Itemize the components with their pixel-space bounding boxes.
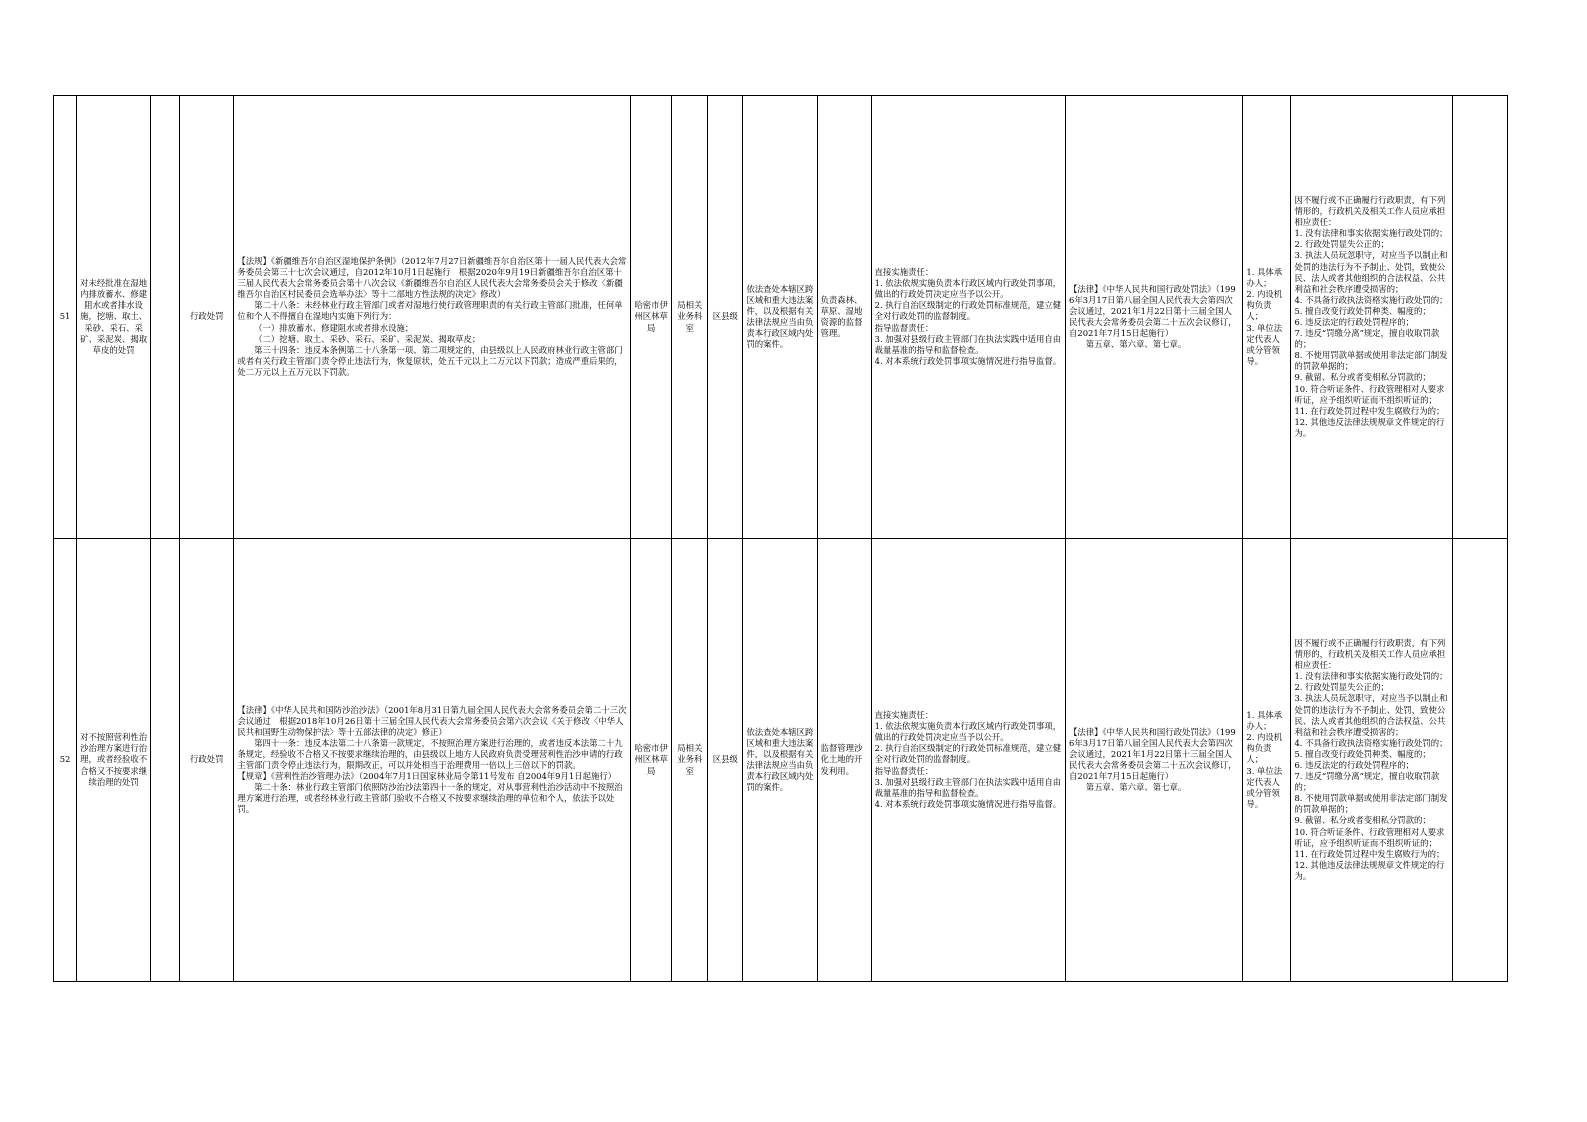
accountability-items xyxy=(1291,539,1452,982)
basis-para: 第二十条：林业行政主管部门依照防沙治沙法第四十一条的规定，对从事营利性治沙活动中不按照治理方案进行治理，或者经林业行政主管部门验收不合格又不按要求继续治理的单位和个人，依法予以处罚。 xyxy=(237,782,623,815)
accountability-item: 5. 擅自改变行政处罚种类、幅度的； xyxy=(1294,305,1431,316)
legal-basis xyxy=(234,539,631,982)
responsibility-items xyxy=(871,96,1065,539)
responsibility-item: 指导监督责任： xyxy=(874,765,934,776)
row-number: 52 xyxy=(54,539,77,982)
responsibility-item: 2. 执行自治区级制定的行政处罚标准规范，建立健全对行政处罚的监督制度。 xyxy=(874,743,1062,765)
basis-para: 【规章】《营利性治沙管理办法》（2004年7月1日国家林业局令第11号发布 自2004年9月1日起施行） xyxy=(237,771,617,782)
accountability-item: 4. 不具备行政执法资格实施行政处罚的； xyxy=(1294,294,1448,305)
accountability-item: 因不履行或不正确履行行政职责，有下列情形的，行政机关及相关工作人员应承担相应责任： xyxy=(1294,194,1446,228)
accountability-item: 7. 违反“罚缴分离”规定，擅自收取罚款的； xyxy=(1294,328,1440,350)
accountability-item: 因不履行或不正确履行行政职责，有下列情形的，行政机关及相关工作人员应承担相应责任： xyxy=(1294,637,1446,671)
implementing-department: 哈密市伊州区林草局 xyxy=(631,539,672,982)
accountability-item: 8. 不使用罚款单据或使用非法定部门制发的罚款单据的； xyxy=(1294,350,1448,372)
responsibility-item: 3. 加强对县级行政主管部门在执法实践中适用自由裁量基准的指导和监督检查。 xyxy=(874,333,1062,355)
duty-description: 负责森林、草原、湿地资源的监督管理。 xyxy=(817,96,871,539)
responsible-subject xyxy=(1243,539,1291,982)
subject-item: 3. 单位法定代表人或分管领导。 xyxy=(1246,765,1283,809)
responsibility-item: 1. 依法依规实施负责本行政区域内行政处罚事项，做出的行政处罚决定应当予以公开。 xyxy=(874,278,1062,300)
remark-cell xyxy=(1452,96,1507,539)
accountability-item: 11. 在行政处罚过程中发生腐败行为的； xyxy=(1294,405,1445,416)
table-row xyxy=(54,96,1508,539)
accountability-item: 1. 没有法律和事实依据实施行政处罚的； xyxy=(1294,228,1448,239)
responsibility-item: 3. 加强对县级行政主管部门在执法实践中适用自由裁量基准的指导和监督检查。 xyxy=(874,776,1062,798)
table-row xyxy=(54,539,1508,982)
accountability-items xyxy=(1291,96,1452,539)
exercise-level: 区县级 xyxy=(708,539,743,982)
power-list-table xyxy=(53,95,1508,982)
basis-para: 第三十四条：违反本条例第二十八条第一项、第二项规定的，由县级以上人民政府林业行政主管部门或者有关行政主管部门责令停止违法行为，恢复原状，处五千元以上二万元以下罚款；造成严重后果的，处二万元以上五万元以下罚款。 xyxy=(237,344,623,377)
responsibility-basis xyxy=(1066,539,1243,982)
responsibility-item: 指导监督责任： xyxy=(874,322,934,333)
legal-basis xyxy=(234,96,631,539)
sub-item-cell xyxy=(151,539,180,982)
accountability-item: 3. 执法人员玩忽职守，对应当予以制止和处罚的违法行为不予制止、处罚，致使公民、法人或者其他组织的合法权益、公共利益和社会秩序遭受损害的； xyxy=(1294,250,1448,294)
subject-item: 3. 单位法定代表人或分管领导。 xyxy=(1246,322,1283,366)
responsibility-item: 2. 执行自治区级制定的行政处罚标准规范，建立健全对行政处罚的监督制度。 xyxy=(874,300,1062,322)
basis-para: 第二十八条：未经林业行政主管部门或者对湿地行使行政管理职责的有关行政主管部门批准，任何单位和个人不得擅自在湿地内实施下列行为： xyxy=(237,300,623,322)
subject-item: 1. 具体承办人； xyxy=(1246,267,1283,289)
remark-cell xyxy=(1452,539,1507,982)
power-type: 行政处罚 xyxy=(180,539,234,982)
power-type: 行政处罚 xyxy=(180,96,234,539)
accountability-item: 9. 截留、私分或者变相私分罚款的； xyxy=(1294,815,1431,826)
basis-para: （一）排放蓄水、修建阻水或者排水设施； xyxy=(254,322,414,333)
basis-para: 第四十一条：违反本法第二十八条第一款规定，不按照治理方案进行治理的，或者违反本法第二十九条规定，经验收不合格又不按要求继续治理的，由县级以上地方人民政府负责受理营利性治沙申请的行政主管部门责令停止违法行为，限期改正，可以并处相当于治理费用一倍以上三倍以下的罚款。 xyxy=(237,737,623,770)
resp-basis-para: 第五章、第六章、第七章。 xyxy=(1085,339,1187,350)
exercise-level: 区县级 xyxy=(708,96,743,539)
accountability-item: 1. 没有法律和事实依据实施行政处罚的； xyxy=(1294,671,1448,682)
responsibility-item: 直接实施责任： xyxy=(874,710,934,721)
sub-item-cell xyxy=(151,96,180,539)
subject-item: 2. 内设机构负责人； xyxy=(1246,732,1283,765)
accountability-item: 2. 行政处罚显失公正的； xyxy=(1294,239,1389,250)
row-number: 51 xyxy=(54,96,77,539)
resp-basis-para: 【法律】《中华人民共和国行政处罚法》（1996年3月17日第八届全国人民代表大会第四次会议通过，2021年1月22日第十三届全国人民代表大会常务委员会第二十五次会议修订，自2021年7月15日起施行） xyxy=(1069,283,1237,339)
resp-basis-para: 第五章、第六章、第七章。 xyxy=(1085,782,1187,793)
basis-para: 【法律】《中华人民共和国防沙治沙法》（2001年8月31日第九届全国人民代表大会常务委员会第二十三次会议通过 根据2018年10月26日第十三届全国人民代表大会常务委员会第六次会议《关于修改〈中华人民共和国野生动物保护法〉等十五部法律的决定》修正） xyxy=(237,704,627,737)
accountability-item: 12. 其他违反法律法规规章文件规定的行为。 xyxy=(1294,859,1445,881)
accountability-item: 3. 执法人员玩忽职守，对应当予以制止和处罚的违法行为不予制止、处罚，致使公民、法人或者其他组织的合法权益、公共利益和社会秩序遭受损害的； xyxy=(1294,693,1448,737)
responsibility-items xyxy=(871,539,1065,982)
exercise-scope: 依法查处本辖区跨区域和重大违法案件，以及根据有关法律法规应当由负责本行政区域内处罚的案件。 xyxy=(743,539,817,982)
accountability-item: 10. 符合听证条件、行政管理相对人要求听证，应予组织听证而不组织听证的； xyxy=(1294,383,1445,405)
accountability-item: 9. 截留、私分或者变相私分罚款的； xyxy=(1294,372,1431,383)
accountability-item: 2. 行政处罚显失公正的； xyxy=(1294,682,1389,693)
accountability-item: 8. 不使用罚款单据或使用非法定部门制发的罚款单据的； xyxy=(1294,793,1448,815)
exercise-scope: 依法查处本辖区跨区域和重大违法案件，以及根据有关法律法规应当由负责本行政区域内处罚的案件。 xyxy=(743,96,817,539)
accountability-item: 5. 擅自改变行政处罚种类、幅度的； xyxy=(1294,748,1431,759)
accountability-item: 4. 不具备行政执法资格实施行政处罚的； xyxy=(1294,737,1448,748)
responsible-office: 局相关业务科室 xyxy=(672,539,708,982)
accountability-item: 11. 在行政处罚过程中发生腐败行为的； xyxy=(1294,848,1445,859)
accountability-item: 6. 违反法定的行政处罚程序的； xyxy=(1294,760,1414,770)
item-name: 对不按照营利性治沙治理方案进行治理，或者经验收不合格又不按要求继续治理的处罚 xyxy=(77,539,151,982)
item-name: 对未经批准在湿地内排放蓄水、修建阻水或者排水设施，挖塘、取土、采砂、采石、采矿、采泥炭、揭取草皮的处罚 xyxy=(77,96,151,539)
implementing-department: 哈密市伊州区林草局 xyxy=(631,96,672,539)
responsibility-basis xyxy=(1066,96,1243,539)
responsible-office: 局相关业务科室 xyxy=(672,96,708,539)
subject-item: 1. 具体承办人； xyxy=(1246,710,1283,732)
basis-para: 【法规】《新疆维吾尔自治区湿地保护条例》（2012年7月27日新疆维吾尔自治区第十一届人民代表大会常务委员会第三十七次会议通过，自2012年10月1日起施行 根据2020年9月19日新疆维吾尔自治区第十三届人民代表大会常务委员会第十八次会议《新疆维吾尔自治区人民代表大会常务委员会关于修改〈新疆维吾尔自治区村民委员会选举办法〉等十二部地方性法规的决定》修改） xyxy=(237,255,627,300)
accountability-item: 10. 符合听证条件、行政管理相对人要求听证，应予组织听证而不组织听证的； xyxy=(1294,826,1445,848)
duty-description: 监督管理沙化土地的开发利用。 xyxy=(817,539,871,982)
accountability-item: 6. 违反法定的行政处罚程序的； xyxy=(1294,317,1414,327)
responsibility-item: 4. 对本系统行政处罚事项实施情况进行指导监督。 xyxy=(874,355,1062,366)
responsibility-item: 4. 对本系统行政处罚事项实施情况进行指导监督。 xyxy=(874,798,1062,809)
accountability-item: 12. 其他违反法律法规规章文件规定的行为。 xyxy=(1294,416,1445,438)
responsible-subject xyxy=(1243,96,1291,539)
responsibility-item: 直接实施责任： xyxy=(874,267,934,278)
resp-basis-para: 【法律】《中华人民共和国行政处罚法》（1996年3月17日第八届全国人民代表大会第四次会议通过，2021年1月22日第十三届全国人民代表大会常务委员会第二十五次会议修订，自2021年7月15日起施行） xyxy=(1069,726,1237,782)
accountability-item: 7. 违反“罚缴分离”规定，擅自收取罚款的； xyxy=(1294,771,1440,793)
subject-item: 2. 内设机构负责人； xyxy=(1246,289,1283,322)
responsibility-item: 1. 依法依规实施负责本行政区域内行政处罚事项，做出的行政处罚决定应当予以公开。 xyxy=(874,721,1062,743)
basis-para: （二）挖塘、取土、采砂、采石、采矿、采泥炭、揭取草皮； xyxy=(254,333,481,344)
